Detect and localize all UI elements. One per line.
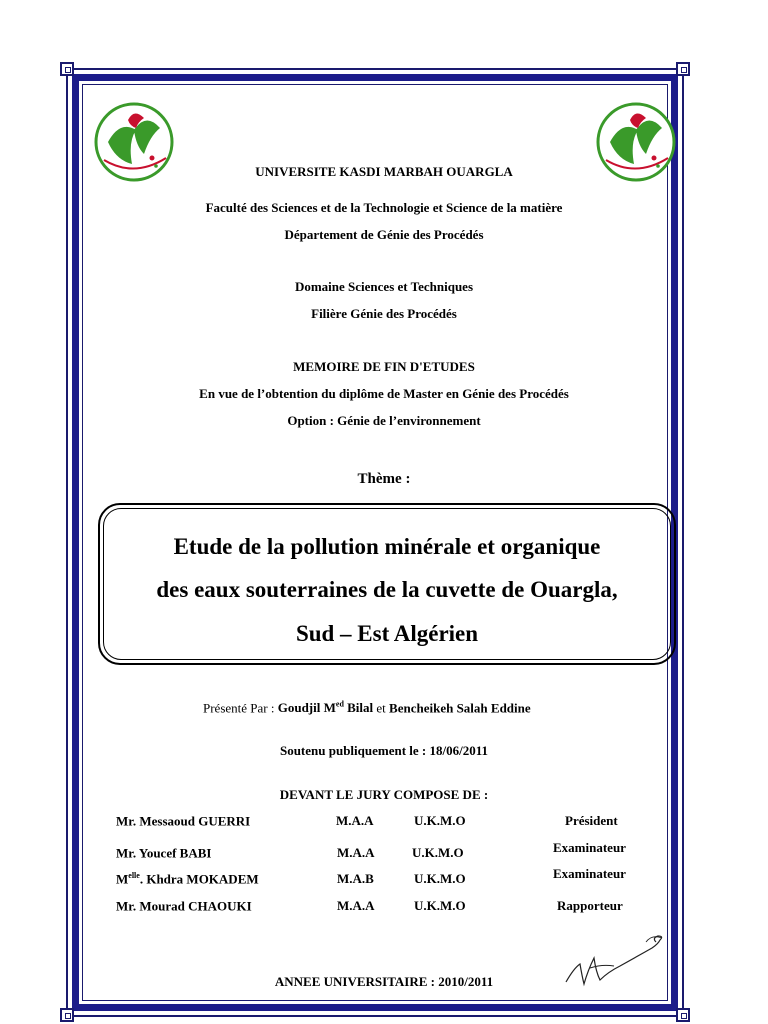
jury-member-institution: U.K.M.O: [414, 813, 466, 828]
jury-title: DEVANT LE JURY COMPOSE DE :: [279, 787, 489, 802]
jury-member-institution: U.K.M.O: [414, 898, 466, 913]
jury-member-grade: M.A.A: [337, 845, 375, 860]
border-corner-ornament: [676, 62, 690, 76]
filiere-line: Filière Génie des Procédés: [311, 306, 457, 321]
theme-title-line-2: des eaux souterraines de la cuvette de Ouargla,: [156, 577, 618, 602]
option-line: Option : Génie de l’environnement: [287, 413, 481, 428]
theme-title-line-1: Etude de la pollution minérale et organique: [173, 534, 601, 559]
university-name: UNIVERSITE KASDI MARBAH OUARGLA: [255, 164, 513, 179]
border-corner-ornament: [60, 1008, 74, 1022]
jury-member-grade: M.A.A: [337, 898, 375, 913]
author-conjunction: et: [376, 700, 386, 716]
jury-member-name: Mr. Messaoud GUERRI: [116, 813, 251, 829]
faculty-name: Faculté des Sciences et de la Technologie et Science de la matière: [205, 200, 563, 215]
jury-member-role: Examinateur: [553, 840, 626, 855]
theme-label: Thème :: [357, 471, 411, 487]
author-1: Goudjil $M^{ed}$ Bilal: [277, 700, 374, 716]
jury-member-role: Président: [565, 813, 618, 828]
presented-by-label: Présenté Par :: [203, 700, 275, 716]
jury-member-name: Mr. Mourad CHAOUKI: [116, 898, 252, 914]
border-corner-ornament: [676, 1008, 690, 1022]
jury-member-name: $M^{elle}$. Khdra MOKADEM: [116, 871, 259, 887]
jury-member-institution: U.K.M.O: [412, 845, 464, 860]
jury-member-role: Rapporteur: [557, 898, 623, 913]
jury-member-institution: U.K.M.O: [414, 871, 466, 886]
department-name: Département de Génie des Procédés: [284, 227, 484, 242]
degree-line: En vue de l’obtention du diplôme de Master en Génie des Procédés: [199, 386, 569, 401]
memoire-title: MEMOIRE DE FIN D'ETUDES: [293, 359, 475, 374]
domain-line: Domaine Sciences et Techniques: [294, 279, 474, 294]
jury-member-name: Mr. Youcef BABI: [116, 845, 212, 861]
presented-by: [203, 700, 531, 716]
jury-member-grade: M.A.B: [337, 871, 374, 886]
academic-year: ANNEE UNIVERSITAIRE : 2010/2011: [274, 974, 494, 989]
defense-date: Soutenu publiquement le : 18/06/2011: [279, 743, 489, 758]
jury-member-grade: M.A.A: [336, 813, 374, 828]
theme-title-line-3: Sud – Est Algérien: [295, 621, 479, 646]
jury-member-role: Examinateur: [553, 866, 626, 881]
border-corner-ornament: [60, 62, 74, 76]
author-2: Bencheikeh Salah Eddine: [389, 700, 531, 716]
